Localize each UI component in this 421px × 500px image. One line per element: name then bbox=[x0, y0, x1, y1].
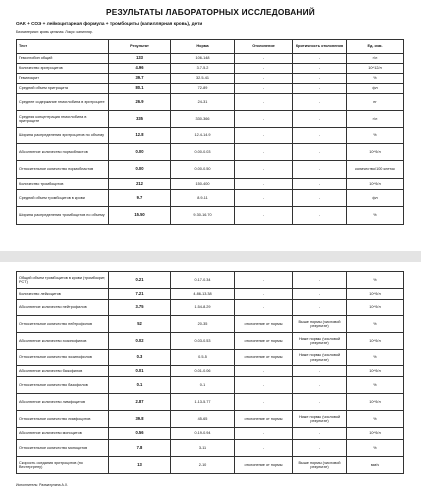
deviation-cell: отклонение от нормы bbox=[235, 316, 293, 333]
criticality-cell: Выше нормы (числовой результат) bbox=[293, 457, 347, 474]
result-value-cell: 39.8 bbox=[109, 411, 171, 428]
deviation-cell: - bbox=[235, 366, 293, 377]
result-value-cell: 7.21 bbox=[109, 289, 171, 300]
criticality-cell: - bbox=[293, 190, 347, 207]
test-name-cell: Количество лейкоцитов bbox=[17, 289, 109, 300]
unit-cell: фл bbox=[347, 190, 404, 207]
deviation-cell: - bbox=[235, 377, 293, 394]
norm-range-cell: 0-1 bbox=[171, 377, 235, 394]
report-title: РЕЗУЛЬТАТЫ ЛАБОРАТОРНЫХ ИССЛЕДОВАНИЙ bbox=[106, 7, 315, 17]
unit-cell: 10^9/л bbox=[347, 333, 404, 350]
criticality-cell: - bbox=[293, 272, 347, 289]
norm-range-cell: 12.4-14.9 bbox=[171, 128, 235, 144]
results-table-2 bbox=[16, 271, 404, 474]
table-row bbox=[17, 84, 404, 94]
result-value-cell: 0.00 bbox=[109, 161, 171, 179]
deviation-cell: отклонение от нормы bbox=[235, 333, 293, 350]
table-header-row bbox=[17, 40, 404, 54]
criticality-cell: - bbox=[293, 179, 347, 190]
deviation-cell: отклонение от нормы bbox=[235, 457, 293, 474]
criticality-cell: - bbox=[293, 128, 347, 144]
criticality-cell: Выше нормы (числовой результат) bbox=[293, 316, 347, 333]
result-value-cell: 0.3 bbox=[109, 350, 171, 366]
result-value-cell: 0.56 bbox=[109, 428, 171, 440]
deviation-cell: - bbox=[235, 128, 293, 144]
unit-cell: % bbox=[347, 377, 404, 394]
criticality-cell: Ниже нормы (числовой результат) bbox=[293, 333, 347, 350]
table-row bbox=[17, 64, 404, 74]
unit-cell: 10^9/л bbox=[347, 179, 404, 190]
column-header-norm: Норма bbox=[171, 40, 235, 54]
norm-range-cell: 2-10 bbox=[171, 457, 235, 474]
column-header-criticality: Критичность отклонения bbox=[293, 40, 347, 54]
deviation-cell: - bbox=[235, 54, 293, 64]
unit-cell: % bbox=[347, 350, 404, 366]
unit-cell: фл bbox=[347, 84, 404, 94]
unit-cell: % bbox=[347, 316, 404, 333]
unit-cell: % bbox=[347, 128, 404, 144]
unit-cell: количество/100 клеток bbox=[347, 161, 404, 179]
result-value-cell: 0.21 bbox=[109, 272, 171, 289]
test-name-cell: Скорость оседания эритроцитов (по Вестергрену) bbox=[17, 457, 109, 474]
unit-cell: % bbox=[347, 74, 404, 84]
unit-cell: 10^12/л bbox=[347, 64, 404, 74]
result-value-cell: 52 bbox=[109, 316, 171, 333]
criticality-cell: - bbox=[293, 144, 347, 161]
criticality-cell: - bbox=[293, 94, 347, 111]
deviation-cell: - bbox=[235, 272, 293, 289]
criticality-cell: - bbox=[293, 377, 347, 394]
deviation-cell: - bbox=[235, 64, 293, 74]
test-name-cell: Абсолютное количество моноцитов bbox=[17, 428, 109, 440]
test-name-cell: Относительное количество базофилов bbox=[17, 377, 109, 394]
test-name-cell: Общий объем тромбоцитов в крови (тромбокрит, PCT) bbox=[17, 272, 109, 289]
test-name-cell: Среднее содержание гемоглобина в эритроците bbox=[17, 94, 109, 111]
deviation-cell: - bbox=[235, 207, 293, 225]
column-header-deviation: Отклонение bbox=[235, 40, 293, 54]
result-value-cell: 7.8 bbox=[109, 440, 171, 457]
result-value-cell: 39.7 bbox=[109, 74, 171, 84]
norm-range-cell: 9.30-16.70 bbox=[171, 207, 235, 225]
table-row bbox=[17, 111, 404, 128]
criticality-cell: - bbox=[293, 54, 347, 64]
deviation-cell: - bbox=[235, 74, 293, 84]
norm-range-cell: 330-366 bbox=[171, 111, 235, 128]
deviation-cell: - bbox=[235, 161, 293, 179]
unit-cell: 10^9/л bbox=[347, 144, 404, 161]
test-name-cell: Абсолютное количество эозинофилов bbox=[17, 333, 109, 350]
table-row bbox=[17, 366, 404, 377]
result-value-cell: 0.01 bbox=[109, 366, 171, 377]
table-row bbox=[17, 128, 404, 144]
norm-range-cell: 0.00-0.03 bbox=[171, 144, 235, 161]
test-name-cell: Относительное количество эозинофилов bbox=[17, 350, 109, 366]
table-row bbox=[17, 289, 404, 300]
criticality-cell: - bbox=[293, 428, 347, 440]
unit-cell: 10^9/л bbox=[347, 300, 404, 316]
deviation-cell: отклонение от нормы bbox=[235, 350, 293, 366]
deviation-cell: - bbox=[235, 144, 293, 161]
result-value-cell: 0.1 bbox=[109, 377, 171, 394]
result-value-cell: 0.00 bbox=[109, 144, 171, 161]
unit-cell: % bbox=[347, 272, 404, 289]
test-name-cell: Абсолютное количество нормобластов bbox=[17, 144, 109, 161]
deviation-cell: - bbox=[235, 300, 293, 316]
test-name-cell: Абсолютное количество нейтрофилов bbox=[17, 300, 109, 316]
norm-range-cell: 1.54-8.29 bbox=[171, 300, 235, 316]
norm-range-cell: 0.19-0.94 bbox=[171, 428, 235, 440]
result-value-cell: 4.96 bbox=[109, 64, 171, 74]
test-name-cell: Средняя концентрация гемоглобина в эритроците bbox=[17, 111, 109, 128]
criticality-cell: - bbox=[293, 366, 347, 377]
result-value-cell: 0.02 bbox=[109, 333, 171, 350]
result-value-cell: 15.50 bbox=[109, 207, 171, 225]
unit-cell: 10^9/л bbox=[347, 366, 404, 377]
norm-range-cell: 8.9-11 bbox=[171, 190, 235, 207]
norm-range-cell: 106-148 bbox=[171, 54, 235, 64]
norm-range-cell: 45-65 bbox=[171, 411, 235, 428]
norm-range-cell: 0.01-0.06 bbox=[171, 366, 235, 377]
table-row bbox=[17, 190, 404, 207]
result-value-cell: 133 bbox=[109, 54, 171, 64]
table-row bbox=[17, 457, 404, 474]
norm-range-cell: 20-35 bbox=[171, 316, 235, 333]
result-value-cell: 9.7 bbox=[109, 190, 171, 207]
deviation-cell: - bbox=[235, 179, 293, 190]
unit-cell: г/л bbox=[347, 111, 404, 128]
result-value-cell: 3.75 bbox=[109, 300, 171, 316]
column-header-test: Тест bbox=[17, 40, 109, 54]
report-page-2 bbox=[0, 262, 421, 500]
test-name-cell: Ширина распределения эритроцитов по объему bbox=[17, 128, 109, 144]
norm-range-cell: 150-400 bbox=[171, 179, 235, 190]
norm-range-cell: 3.7-5.2 bbox=[171, 64, 235, 74]
norm-range-cell: 0.03-0.53 bbox=[171, 333, 235, 350]
table-row bbox=[17, 94, 404, 111]
deviation-cell: - bbox=[235, 440, 293, 457]
table-row bbox=[17, 300, 404, 316]
table-row bbox=[17, 161, 404, 179]
test-name-cell: Абсолютное количество базофилов bbox=[17, 366, 109, 377]
unit-cell: г/л bbox=[347, 54, 404, 64]
result-value-cell: 13 bbox=[109, 457, 171, 474]
criticality-cell: - bbox=[293, 161, 347, 179]
table-row bbox=[17, 440, 404, 457]
table-row bbox=[17, 144, 404, 161]
result-value-cell: 12.8 bbox=[109, 128, 171, 144]
column-header-result: Результат bbox=[109, 40, 171, 54]
table-row bbox=[17, 74, 404, 84]
deviation-cell: - bbox=[235, 289, 293, 300]
norm-range-cell: 0.00-0.50 bbox=[171, 161, 235, 179]
table-row bbox=[17, 350, 404, 366]
criticality-cell: - bbox=[293, 289, 347, 300]
test-name-cell: Гематокрит bbox=[17, 74, 109, 84]
criticality-cell: - bbox=[293, 440, 347, 457]
table-row bbox=[17, 428, 404, 440]
column-header-unit: Ед. изм. bbox=[347, 40, 404, 54]
norm-range-cell: 24-31 bbox=[171, 94, 235, 111]
criticality-cell: - bbox=[293, 207, 347, 225]
deviation-cell: - bbox=[235, 428, 293, 440]
result-value-cell: 335 bbox=[109, 111, 171, 128]
deviation-cell: - bbox=[235, 111, 293, 128]
test-name-cell: Средний объем тромбоцитов в крови bbox=[17, 190, 109, 207]
table-row bbox=[17, 179, 404, 190]
table-row bbox=[17, 272, 404, 289]
table-row bbox=[17, 377, 404, 394]
deviation-cell: - bbox=[235, 94, 293, 111]
norm-range-cell: 3-11 bbox=[171, 440, 235, 457]
result-value-cell: 212 bbox=[109, 179, 171, 190]
deviation-cell: отклонение от нормы bbox=[235, 411, 293, 428]
table-row bbox=[17, 411, 404, 428]
unit-cell: % bbox=[347, 207, 404, 225]
norm-range-cell: 4.86-13.38 bbox=[171, 289, 235, 300]
test-name-cell: Гемоглобин общий bbox=[17, 54, 109, 64]
criticality-cell: - bbox=[293, 84, 347, 94]
result-value-cell: 80.1 bbox=[109, 84, 171, 94]
unit-cell: % bbox=[347, 411, 404, 428]
unit-cell: пг bbox=[347, 94, 404, 111]
report-subtitle: ОАК + СОЭ + лейкоцитарная формула + тромбоциты (капиллярная кровь), дети bbox=[16, 21, 203, 26]
deviation-cell: - bbox=[235, 394, 293, 411]
criticality-cell: - bbox=[293, 394, 347, 411]
norm-range-cell: 0.17-0.34 bbox=[171, 272, 235, 289]
test-name-cell: Относительное количество моноцитов bbox=[17, 440, 109, 457]
test-name-cell: Абсолютное количество лимфоцитов bbox=[17, 394, 109, 411]
criticality-cell: - bbox=[293, 300, 347, 316]
results-table-1 bbox=[16, 39, 404, 225]
unit-cell: мм/ч bbox=[347, 457, 404, 474]
criticality-cell: Ниже нормы (числовой результат) bbox=[293, 411, 347, 428]
performer-footer: Исполнитель: Рахматулина А.Х. bbox=[16, 483, 69, 487]
norm-range-cell: 0.5-5 bbox=[171, 350, 235, 366]
result-value-cell: 2.87 bbox=[109, 394, 171, 411]
test-name-cell: Количество эритроцитов bbox=[17, 64, 109, 74]
deviation-cell: - bbox=[235, 190, 293, 207]
test-name-cell: Относительное количество нейтрофилов bbox=[17, 316, 109, 333]
unit-cell: 10^9/л bbox=[347, 289, 404, 300]
result-value-cell: 26.9 bbox=[109, 94, 171, 111]
criticality-cell: - bbox=[293, 64, 347, 74]
norm-range-cell: 1.13-5.77 bbox=[171, 394, 235, 411]
unit-cell: 10^9/л bbox=[347, 394, 404, 411]
criticality-cell: Ниже нормы (числовой результат) bbox=[293, 350, 347, 366]
deviation-cell: - bbox=[235, 84, 293, 94]
table-row bbox=[17, 54, 404, 64]
norm-range-cell: 72-89 bbox=[171, 84, 235, 94]
criticality-cell: - bbox=[293, 74, 347, 84]
criticality-cell: - bbox=[293, 111, 347, 128]
unit-cell: 10^9/л bbox=[347, 428, 404, 440]
test-name-cell: Средний объем эритроцита bbox=[17, 84, 109, 94]
table-row bbox=[17, 316, 404, 333]
table-row bbox=[17, 207, 404, 225]
table-row bbox=[17, 394, 404, 411]
test-name-cell: Относительное количество нормобластов bbox=[17, 161, 109, 179]
norm-range-cell: 32.5-41 bbox=[171, 74, 235, 84]
biomaterial-line: Биоматериал: кровь цельная. Локус: капилляр. bbox=[16, 30, 93, 34]
test-name-cell: Количество тромбоцитов bbox=[17, 179, 109, 190]
test-name-cell: Относительное количество лимфоцитов bbox=[17, 411, 109, 428]
table-row bbox=[17, 333, 404, 350]
unit-cell: % bbox=[347, 440, 404, 457]
test-name-cell: Ширина распределения тромбоцитов по объему bbox=[17, 207, 109, 225]
